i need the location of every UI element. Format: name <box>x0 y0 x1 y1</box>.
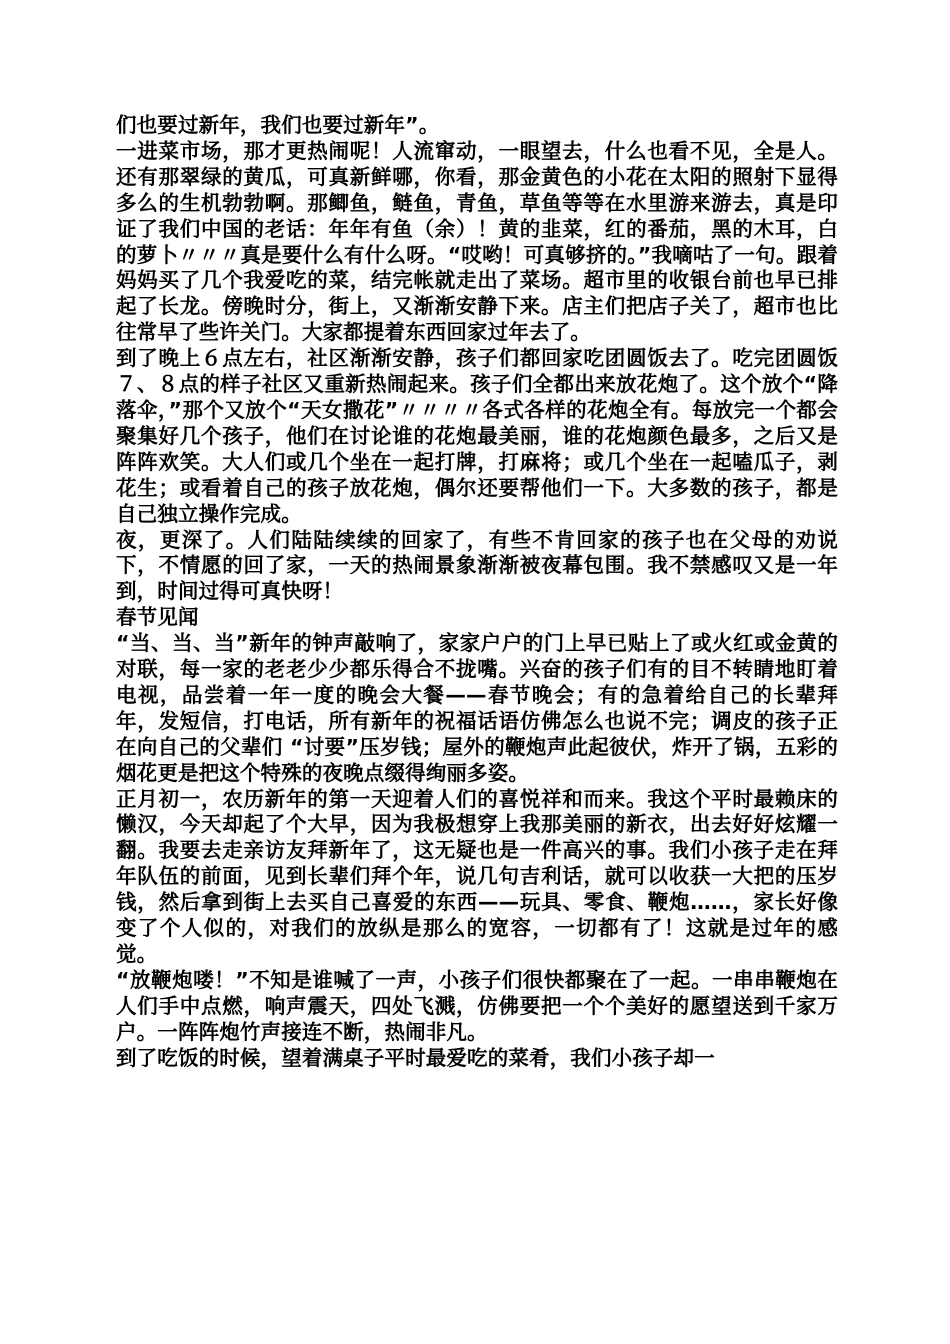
paragraph-firecrackers: “放鞭炮喽！”不知是谁喊了一声，小孩子们很快都聚在了一起。一串串鞭炮在人们手中点燃，响声震天，四处飞溅，仿佛要把一个个美好的愿望送到千家万户。一阵阵炮竹声接连不断，热闹非凡。 <box>116 967 838 1044</box>
paragraph-new-year-bell: “当、当、当”新年的钟声敲响了，家家户户的门上早已贴上了或火红或金黄的对联，每一家的老老少少都乐得合不拢嘴。兴奋的孩子们有的目不转睛地盯着电视，品尝着一年一度的晚会大餐——春节晚会；有的急着给自己的长辈拜年，发短信，打电话，所有新年的祝福话语仿佛怎么也说不完；调皮的孩子正在向自己的父辈们 “讨要”压岁钱；屋外的鞭炮声此起彼伏，炸开了锅，五彩的烟花更是把这个特殊的夜晚点缀得绚丽多姿。 <box>116 631 838 785</box>
paragraph-new-year-chant: 们也要过新年，我们也要过新年”。 <box>116 113 440 137</box>
paragraph-dinner-time: 到了吃饭的时候，望着满桌子平时最爱吃的菜肴，我们小孩子却一 <box>116 1045 715 1070</box>
paragraph-late-night: 夜，更深了。人们陆陆续续的回家了，有些不肯回家的孩子也在父母的劝说下，不情愿的回了家，一天的热闹景象渐渐被夜幕包围。我不禁感叹又是一年到，时间过得可真快呀！ <box>116 527 838 604</box>
paragraph-first-day: 正月初一，农历新年的第一天迎着人们的喜悦祥和而来。我这个平时最赖床的懒汉，今天却起了个大早，因为我极想穿上我那美丽的新衣，出去好好炫耀一翻。我要去走亲访友拜新年了，这无疑也是一件高兴的事。我们小孩子走在拜年队伍的前面，见到长辈们拜个年，说几句吉利话，就可以收获一大把的压岁钱，然后拿到街上去买自己喜爱的东西——玩具、零食、鞭炮……，家长好像变了个人似的，对我们的放纵是那么的宽容，一切都有了！这就是过年的感觉。 <box>116 786 838 966</box>
document-page <box>116 113 838 1072</box>
paragraph-evening-fireworks: 到了晚上６点左右，社区渐渐安静，孩子们都回家吃团圆饭去了。吃完团圆饭７、８点的样子社区又重新热闹起来。孩子们全都出来放花炮了。这个放个“降落伞，”那个又放个“天女撒花”〃〃〃〃各式各样的花炮全有。每放完一个都会聚集好几个孩子，他们在讨论谁的花炮最美丽，谁的花炮颜色最多，之后又是阵阵欢笑。大人们或几个坐在一起打牌，打麻将；或几个坐在一起嗑瓜子，剥花生；或看着自己的孩子放花炮，偶尔还要帮他们一下。大多数的孩子，都是自己独立操作完成。 <box>116 346 838 526</box>
section-heading-spring-festival: 春节见闻 <box>116 605 199 630</box>
paragraph-vegetable-market: 一进菜市场，那才更热闹呢！人流窜动，一眼望去，什么也看不见，全是人。还有那翠绿的黄瓜，可真新鲜哪，你看，那金黄色的小花在太阳的照射下显得多么的生机勃勃啊。那鲫鱼，鲢鱼，青鱼，草鱼等等在水里游来游去，真是印证了我们中国的老话：年年有鱼（余）！黄的韭菜，红的番茄，黑的木耳，白的萝卜〃〃〃真是要什么有什么呀。“哎哟！可真够挤的。”我嘀咕了一句。跟着妈妈买了几个我爱吃的菜，结完帐就走出了菜场。超市里的收银台前也早已排起了长龙。傍晚时分，街上，又渐渐安静下来。店主们把店子关了，超市也比往常早了些许关门。大家都提着东西回家过年去了。 <box>116 138 838 345</box>
